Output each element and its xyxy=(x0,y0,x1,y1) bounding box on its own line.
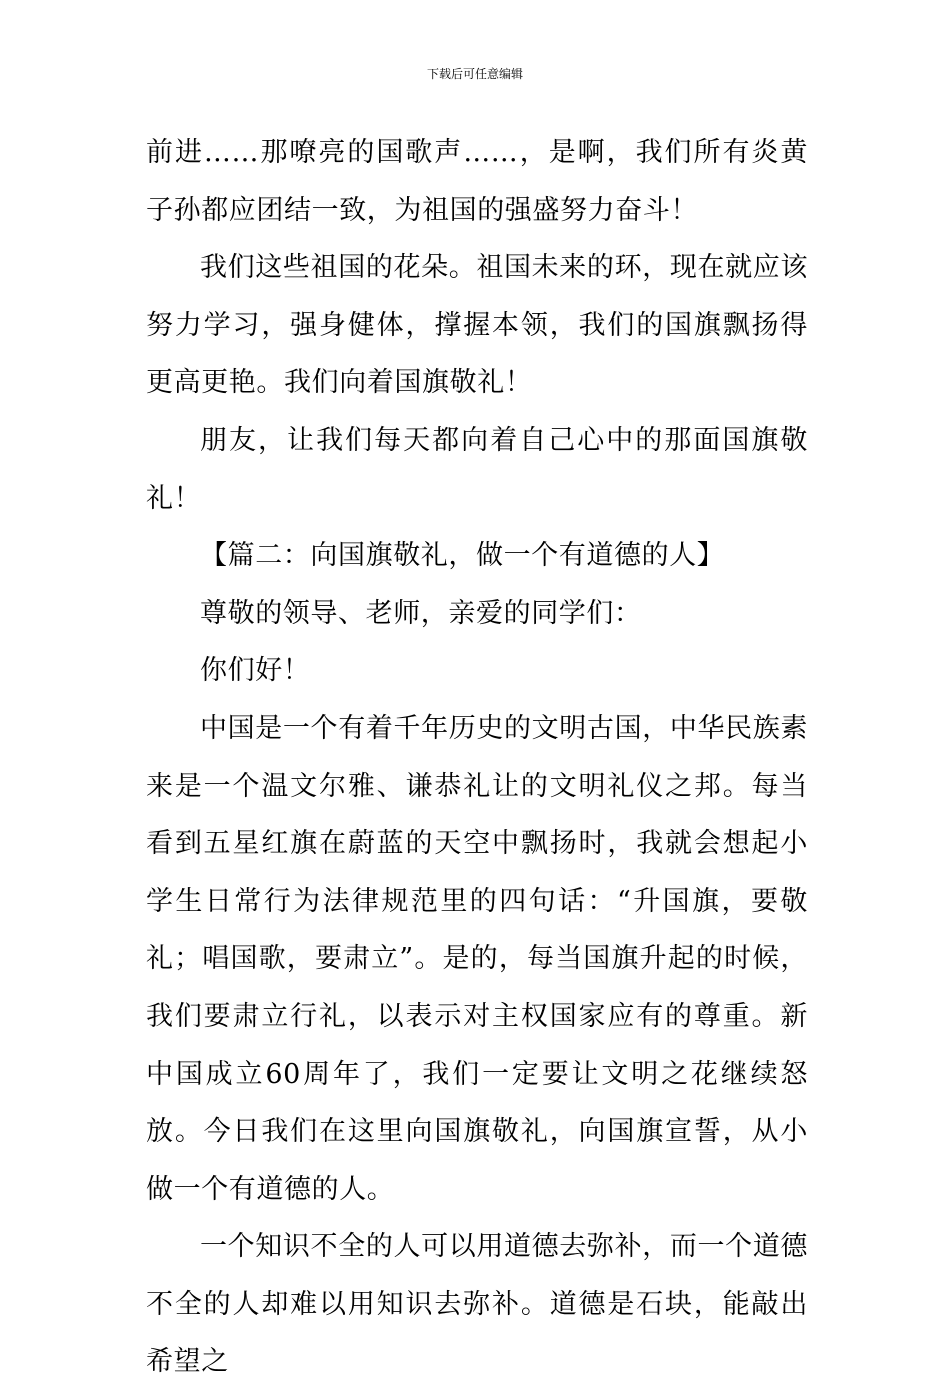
document-body xyxy=(146,124,808,1391)
page-header: 下载后可任意编辑 xyxy=(426,67,523,81)
salutation: 尊敬的领导、老师，亲爱的同学们： xyxy=(200,597,642,629)
paragraph: 中国是一个有着千年历史的文明古国，中华民族素来是一个温文尔雅、谦恭礼让的文明礼仪之邦。每当看到五星红旗在蔚蓝的天空中飘扬时，我就会想起小学生日常行为法律规范里的四句话：“升国旗，要敬礼；唱国歌，要肃立”。是的，每当国旗升起的时候，我们要肃立行礼，以表示对主权国家应有的尊重。新中国成立60周年了，我们一定要让文明之花继续怒放。今日我们在这里向国旗敬礼，向国旗宣誓，从小做一个有道德的人。 xyxy=(146,712,808,1205)
paragraph: 朋友，让我们每天都向着自己心中的那面国旗敬礼！ xyxy=(146,424,808,514)
paragraph: 我们这些祖国的花朵。祖国未来的环，现在就应该努力学习，强身健体，撑握本领，我们的国旗飘扬得更高更艳。我们向着国旗敬礼！ xyxy=(146,252,808,399)
section-heading: 【篇二：向国旗敬礼，做一个有道德的人】 xyxy=(200,540,725,572)
greeting: 你们好！ xyxy=(200,655,311,687)
paragraph: 一个知识不全的人可以用道德去弥补，而一个道德不全的人却难以用知识去弥补。道德是石块，能敲出希望之 xyxy=(146,1231,808,1378)
paragraph-continuation: 前进……那嘹亮的国歌声……，是啊，我们所有炎黄子孙都应团结一致，为祖国的强盛努力奋斗！ xyxy=(146,137,808,226)
